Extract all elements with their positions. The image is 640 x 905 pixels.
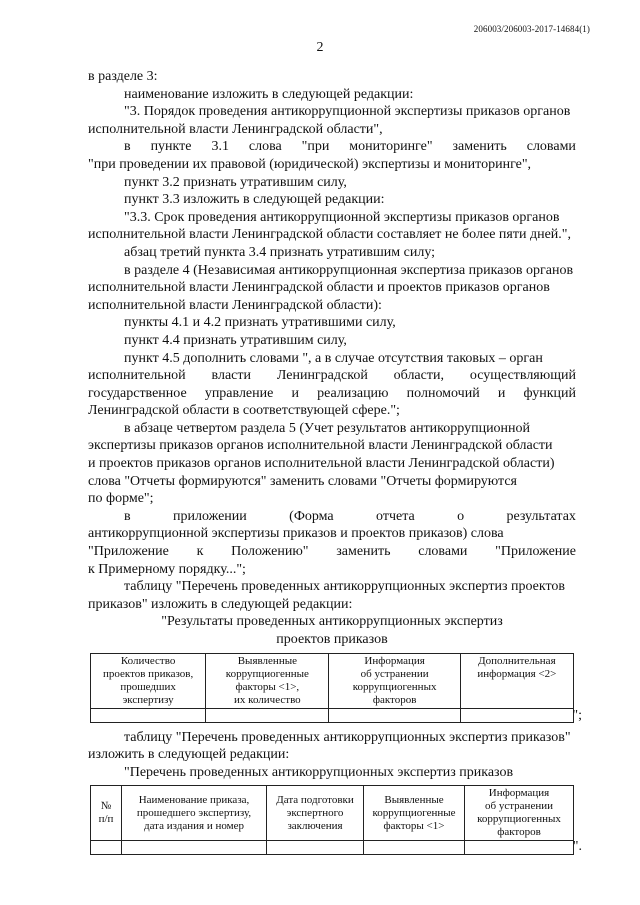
word: к [196, 544, 204, 560]
paragraph: экспертизы приказов органов исполнительной власти Ленинградской области [88, 438, 553, 454]
word: "при [301, 139, 330, 155]
word: результатах [506, 508, 576, 524]
paragraph: в разделе 4 (Независимая антикоррупционная экспертиза приказов органов [124, 262, 574, 278]
word: пункте [150, 139, 192, 155]
table-cell [91, 708, 206, 722]
paragraph: наименование изложить в следующей редакции: [124, 86, 414, 102]
table-row [91, 841, 574, 855]
table-header-cell: Выявленные коррупциогенные факторы <1> [364, 786, 465, 841]
paragraph: "3.3. Срок проведения антикоррупционной экспертизы приказов органов [124, 209, 560, 225]
paragraph: пункт 4.4 признать утратившим силу, [124, 332, 347, 348]
closing-quote: "; [572, 708, 582, 723]
table-cell [329, 708, 460, 722]
word: словами [418, 544, 468, 560]
table1-wrapper [88, 653, 582, 723]
word: полномочий [406, 385, 480, 401]
table-header-cell: Количество проектов приказов, прошедших экспертизу [91, 653, 206, 708]
word: функций [523, 385, 576, 401]
table-cell [465, 841, 574, 855]
paragraph: пункт 3.2 признать утратившим силу, [124, 174, 347, 190]
paragraph: к Примерному порядку..."; [88, 561, 246, 577]
expertise-list-table [90, 785, 574, 855]
paragraph: абзац третий пункта 3.4 признать утратившим силу; [124, 244, 436, 260]
table-header-cell: Наименование приказа, прошедшего экспертизу, дата издания и номер [122, 786, 267, 841]
word: исполнительной [88, 368, 186, 384]
paragraph: исполнительной власти Ленинградской области составляет не более пяти дней.", [88, 227, 571, 243]
word: Ленинградской [276, 368, 368, 384]
table-header-cell: № п/п [91, 786, 122, 841]
word: осуществляющий [469, 368, 576, 384]
word: "Приложение [88, 544, 169, 560]
table-title: проектов приказов [276, 632, 388, 647]
paragraph: "при проведении их правовой (юридической) экспертизы и мониторинге", [88, 156, 532, 172]
table-cell [460, 708, 573, 722]
paragraph-justified [88, 138, 576, 156]
table-header-cell: Дата подготовки экспертного заключения [267, 786, 364, 841]
table2-wrapper [88, 785, 582, 855]
paragraph-justified [88, 367, 576, 385]
word: (Форма [289, 508, 334, 524]
paragraph: по форме"; [88, 491, 154, 507]
paragraph: антикоррупционной экспертизы приказов и проектов приказов) слова [88, 526, 504, 542]
word: о [457, 508, 465, 524]
table-cell [91, 841, 122, 855]
table-cell [364, 841, 465, 855]
word: в [124, 508, 131, 524]
document-code: 206003/206003-2017-14684(1) [473, 24, 590, 34]
word: отчета [376, 508, 415, 524]
results-table [90, 653, 574, 723]
word: слова [248, 139, 282, 155]
paragraph: "3. Порядок проведения антикоррупционной экспертизы приказов органов [124, 104, 571, 120]
word: "Приложение [495, 544, 576, 560]
paragraph-justified [88, 508, 576, 526]
word: мониторинге" [349, 139, 433, 155]
table-header-cell: Информация об устранении коррупциогенных факторов [465, 786, 574, 841]
paragraph: и проектов приказов органов исполнительной власти Ленинградской области) [88, 456, 555, 472]
word: области, [393, 368, 444, 384]
table-cell [122, 841, 267, 855]
paragraph: изложить в следующей редакции: [88, 747, 290, 763]
paragraph-justified [88, 385, 576, 403]
table-title: "Результаты проведенных антикоррупционных экспертиз [161, 614, 503, 630]
word: власти [211, 368, 251, 384]
word: и [291, 385, 299, 401]
paragraph: в разделе 3: [88, 69, 158, 84]
word: и [497, 385, 506, 401]
table-header-cell: Дополнительная информация <2> [460, 653, 573, 708]
table-header-cell: Информация об устранении коррупциогенных факторов [329, 653, 460, 708]
word: в [124, 139, 131, 155]
word: словами [526, 139, 576, 155]
paragraph: слова "Отчеты формируются" заменить словами "Отчеты формируются [88, 473, 517, 489]
table-cell [206, 708, 329, 722]
word: заменить [452, 139, 507, 155]
paragraph: исполнительной власти Ленинградской области", [88, 121, 383, 137]
paragraph: пункт 4.5 дополнить словами ", а в случае отсутствия таковых – орган [124, 350, 543, 366]
table-cell [267, 841, 364, 855]
word: реализацию [317, 385, 389, 401]
paragraph: пункты 4.1 и 4.2 признать утратившими силу, [124, 315, 396, 331]
table-header-row [91, 653, 574, 708]
closing-quote: ". [572, 838, 582, 854]
word: государственное [88, 385, 187, 401]
paragraph-justified [88, 543, 576, 561]
paragraph: таблицу "Перечень проведенных антикоррупционных экспертиз приказов" [124, 729, 571, 745]
word: приложении [172, 508, 247, 524]
paragraph: Ленинградской области в соответствующей сфере."; [88, 403, 400, 419]
paragraph: в абзаце четвертом раздела 5 (Учет результатов антикоррупционной [124, 420, 531, 436]
paragraph: исполнительной власти Ленинградской области и проектов приказов органов [88, 280, 550, 296]
table-title: "Перечень проведенных антикоррупционных экспертиз приказов [124, 764, 514, 780]
paragraph: исполнительной власти Ленинградской области): [88, 297, 382, 313]
paragraph: пункт 3.3 изложить в следующей редакции: [124, 192, 385, 208]
page-number: 2 [316, 40, 324, 55]
word: заменить [336, 544, 391, 560]
table-row [91, 708, 574, 722]
paragraph: таблицу "Перечень проведенных антикоррупционных экспертиз проектов [124, 579, 566, 595]
word: управление [204, 385, 274, 401]
paragraph: приказов" изложить в следующей редакции: [88, 596, 353, 612]
table-header-row [91, 786, 574, 841]
table-header-cell: Выявленные коррупциогенные факторы <1>, их количество [206, 653, 329, 708]
word: 3.1 [211, 139, 229, 155]
word: Положению" [231, 544, 309, 560]
document-body [88, 68, 582, 855]
